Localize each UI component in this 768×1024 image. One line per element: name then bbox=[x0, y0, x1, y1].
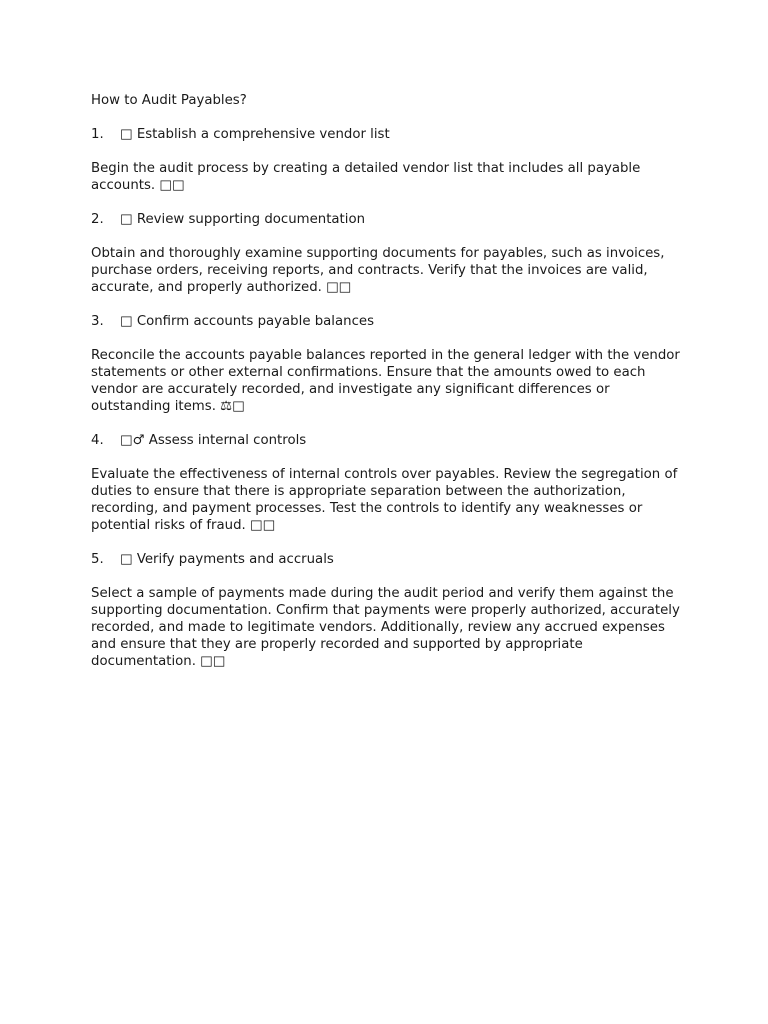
step-title: Assess internal controls bbox=[148, 433, 307, 448]
step-3-body bbox=[91, 347, 691, 415]
missing-glyph-icon: □□ bbox=[159, 178, 185, 193]
step-2-heading bbox=[91, 211, 691, 228]
missing-glyph-icon: □□ bbox=[326, 280, 352, 295]
step-5-body bbox=[91, 585, 691, 670]
step-title: Review supporting documentation bbox=[136, 212, 366, 227]
step-4-heading bbox=[91, 432, 691, 449]
step-2-body bbox=[91, 245, 691, 296]
step-3-heading bbox=[91, 313, 691, 330]
step-number: 3. bbox=[91, 314, 104, 329]
male-sign-icon: □♂ bbox=[120, 433, 145, 448]
step-number: 1. bbox=[91, 127, 104, 142]
step-body-text: Evaluate the effectiveness of internal controls over payables. Review the segregation of duties to ensure that there is appropriate separation between the authorization, recording, and payment processes. Test the controls to identify any weaknesses or potential risks of fraud. bbox=[91, 467, 678, 533]
scales-icon: ⚖□ bbox=[220, 399, 245, 414]
step-title: Verify payments and accruals bbox=[136, 552, 334, 567]
missing-glyph-icon: □ bbox=[120, 552, 133, 567]
missing-glyph-icon: □□ bbox=[200, 654, 226, 669]
step-number: 2. bbox=[91, 212, 104, 227]
step-1-body bbox=[91, 160, 691, 194]
step-1-heading bbox=[91, 126, 691, 143]
step-number: 5. bbox=[91, 552, 104, 567]
step-title: Establish a comprehensive vendor list bbox=[136, 127, 390, 142]
missing-glyph-icon: □ bbox=[120, 314, 133, 329]
missing-glyph-icon: □ bbox=[120, 212, 133, 227]
missing-glyph-icon: □□ bbox=[250, 518, 276, 533]
step-body-text: Select a sample of payments made during the audit period and verify them against the supporting documentation. Confirm that payments were properly authorized, accurately recorded, and made to legitimate vendors. Additionally, review any accrued expenses and ensure that they are properly recorded and supported by appropriate documentation. bbox=[91, 586, 680, 669]
document-title: How to Audit Payables? bbox=[91, 93, 247, 108]
document-page bbox=[91, 92, 691, 687]
step-body-text: Begin the audit process by creating a detailed vendor list that includes all payable accounts. bbox=[91, 161, 641, 193]
step-number: 4. bbox=[91, 433, 104, 448]
step-4-body bbox=[91, 466, 691, 534]
step-body-text: Obtain and thoroughly examine supporting documents for payables, such as invoices, purchase orders, receiving reports, and contracts. Verify that the invoices are valid, accurate, and properly authorized. bbox=[91, 246, 665, 295]
step-body-text: Reconcile the accounts payable balances reported in the general ledger with the vendor statements or other external confirmations. Ensure that the amounts owed to each vendor are accurately recorded, and investigate any significant differences or outstanding items. bbox=[91, 348, 680, 414]
step-5-heading bbox=[91, 551, 691, 568]
missing-glyph-icon: □ bbox=[120, 127, 133, 142]
step-title: Confirm accounts payable balances bbox=[136, 314, 375, 329]
